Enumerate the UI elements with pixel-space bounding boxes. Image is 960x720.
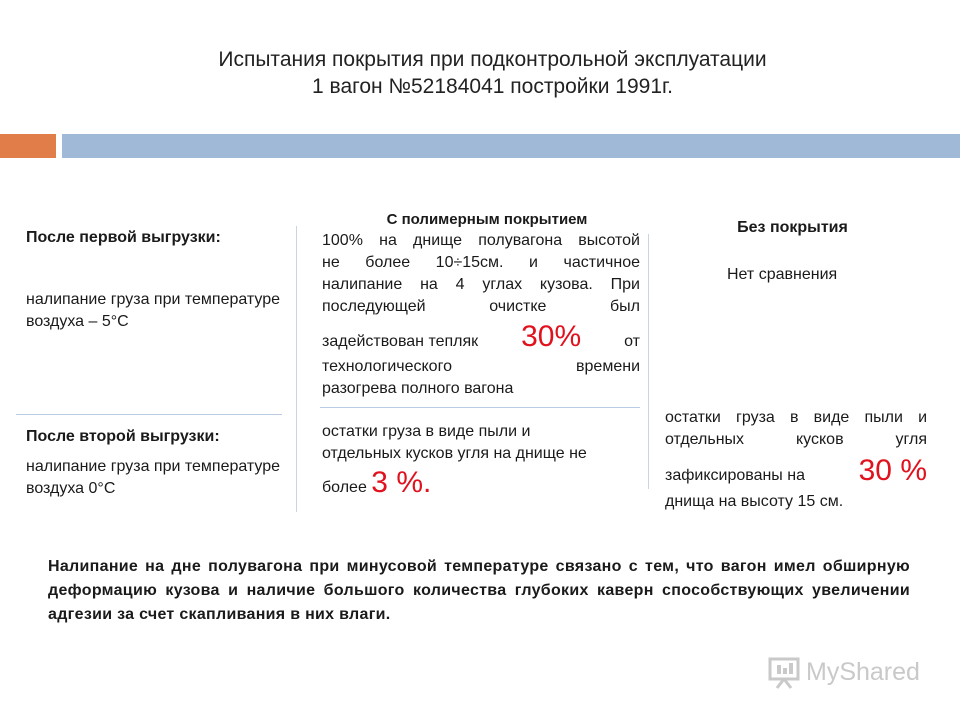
column-header-with-coating: С полимерным покрытием [386,211,588,228]
row1-uncoated-result: Нет сравнения [727,266,838,283]
presentation-icon [768,655,800,689]
percent-highlight: 30% [521,320,582,353]
title-line-1: Испытания покрытия при подконтрольной эксплуатации [218,48,767,71]
row2-coated-result: остатки груза в виде пыли и отдельных кусков угля на днище не более 3 %. [322,423,587,499]
row1-coated-result: 100% на днище полувагона высотой не более 10÷15см. и частичное налипание на 4 углах кузова. При последующей очистке был задействован тепляк 30% от технологического времени разогрева полного вагона [322,232,640,397]
accent-bar-orange [0,134,56,158]
page-title [120,46,865,100]
row1-label: После первой выгрузки: [26,229,221,246]
row1-description: налипание груза при температуре воздуха – 5°С [26,291,281,330]
row2-description: налипание груза при температуре воздуха 0°С [26,458,281,497]
divider-horizontal-middle [320,407,640,408]
percent-highlight: 3 %. [371,466,432,499]
title-line-2: 1 вагон №52184041 постройки 1991г. [312,75,673,98]
row2-label: После второй выгрузки: [26,428,220,445]
row2-uncoated-result: остатки груза в виде пыли и отдельных кусков угля зафиксированы на 30 % днища на высоту 15 см. [665,409,927,510]
divider-vertical-right [648,234,649,489]
divider-vertical-left [296,226,297,512]
divider-horizontal-left [16,414,282,415]
watermark-text: MyShared [806,657,920,686]
accent-bar-blue [62,134,960,158]
column-header-without-coating: Без покрытия [737,219,848,236]
watermark-logo [768,655,920,689]
percent-highlight: 30 % [858,454,927,487]
conclusion-text: Налипание на дне полувагона при минусовой температуре связано с тем, что вагон имел обширную деформацию кузова и наличие большого количества глубоких каверн способствующих увеличении адгезии за счет скапливания в них влаги. [48,558,910,623]
